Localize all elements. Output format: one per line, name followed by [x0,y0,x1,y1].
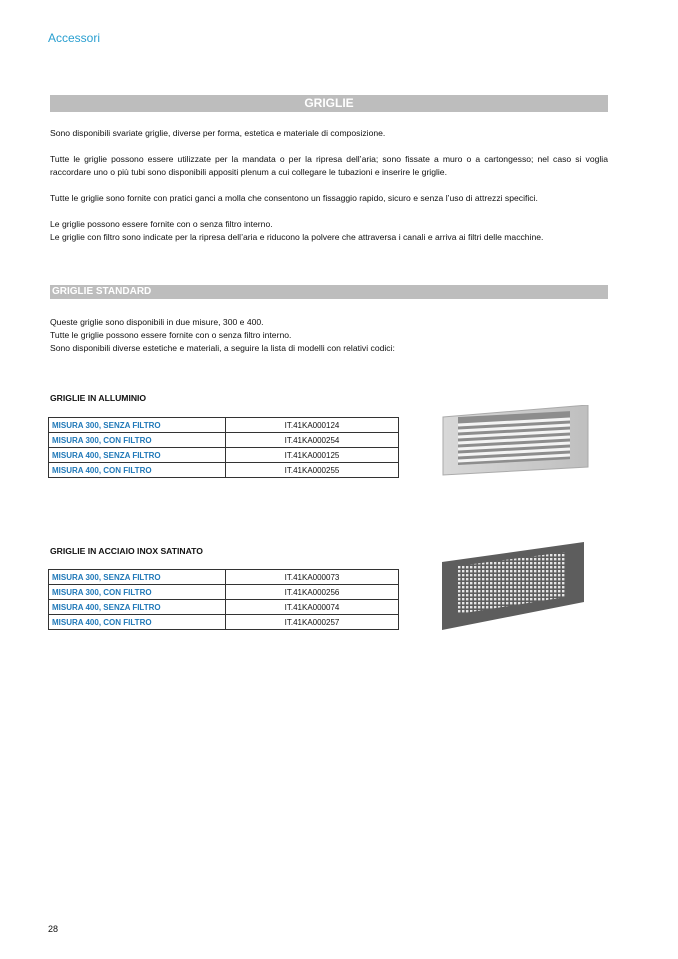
code-cell: IT.41KA000257 [226,615,399,630]
codes-table-inox [48,569,399,630]
model-cell: MISURA 300, SENZA FILTRO [49,418,226,433]
code-cell: IT.41KA000255 [226,463,399,478]
standard-title: GRIGLIE STANDARD [50,285,608,299]
table-title-inox: GRIGLIE IN ACCIAIO INOX SATINATO [50,546,203,556]
model-cell: MISURA 300, CON FILTRO [49,585,226,600]
model-cell: MISURA 400, CON FILTRO [49,615,226,630]
intro-p4: Le griglie possono essere fornite con o senza filtro interno. [50,219,273,229]
code-cell: IT.41KA000124 [226,418,399,433]
intro-p2: Tutte le griglie possono essere utilizzate per la mandata o per la ripresa dell’aria; sono fissate a muro o a cartongesso; nel caso si voglia raccordare uno o più tubi sono disponibili appositi plenum a cui collegare le tubazioni e inserire le griglie. [50,154,608,177]
model-cell: MISURA 400, SENZA FILTRO [49,448,226,463]
model-cell: MISURA 400, SENZA FILTRO [49,600,226,615]
table-title-alluminio: GRIGLIE IN ALLUMINIO [50,393,147,403]
intro-p5: Le griglie con filtro sono indicate per la ripresa dell’aria e riducono la polvere che attraversa i canali e arriva ai filtri delle macchine. [50,232,544,242]
code-cell: IT.41KA000073 [226,570,399,585]
code-cell: IT.41KA000125 [226,448,399,463]
table-row [49,448,399,463]
table-row [49,585,399,600]
aluminium-grille-image [438,405,593,483]
model-cell: MISURA 300, CON FILTRO [49,433,226,448]
section-title: GRIGLIE [50,95,608,112]
code-cell: IT.41KA000074 [226,600,399,615]
model-cell: MISURA 400, CON FILTRO [49,463,226,478]
table-row [49,418,399,433]
table-row [49,463,399,478]
table-row [49,433,399,448]
intro-p3: Tutte le griglie sono fornite con pratici ganci a molla che consentono un fissaggio rapido, sicuro e senza l’uso di attrezzi specifici. [50,193,538,203]
code-cell: IT.41KA000256 [226,585,399,600]
intro-p1: Sono disponibili svariate griglie, diverse per forma, estetica e materiale di composizione. [50,128,386,138]
page-number: 28 [48,924,59,934]
header-category: Accessori [48,31,101,45]
standard-text-2: Tutte le griglie possono essere fornite con o senza filtro interno. [50,330,292,340]
codes-table-alluminio [48,417,399,478]
table-row [49,570,399,585]
model-cell: MISURA 300, SENZA FILTRO [49,570,226,585]
table-row [49,600,399,615]
inox-grille-image [438,542,588,632]
code-cell: IT.41KA000254 [226,433,399,448]
table-row [49,615,399,630]
standard-text-3: Sono disponibili diverse estetiche e materiali, a seguire la lista di modelli con relativi codici: [50,343,395,353]
standard-text-1: Queste griglie sono disponibili in due misure, 300 e 400. [50,317,264,327]
